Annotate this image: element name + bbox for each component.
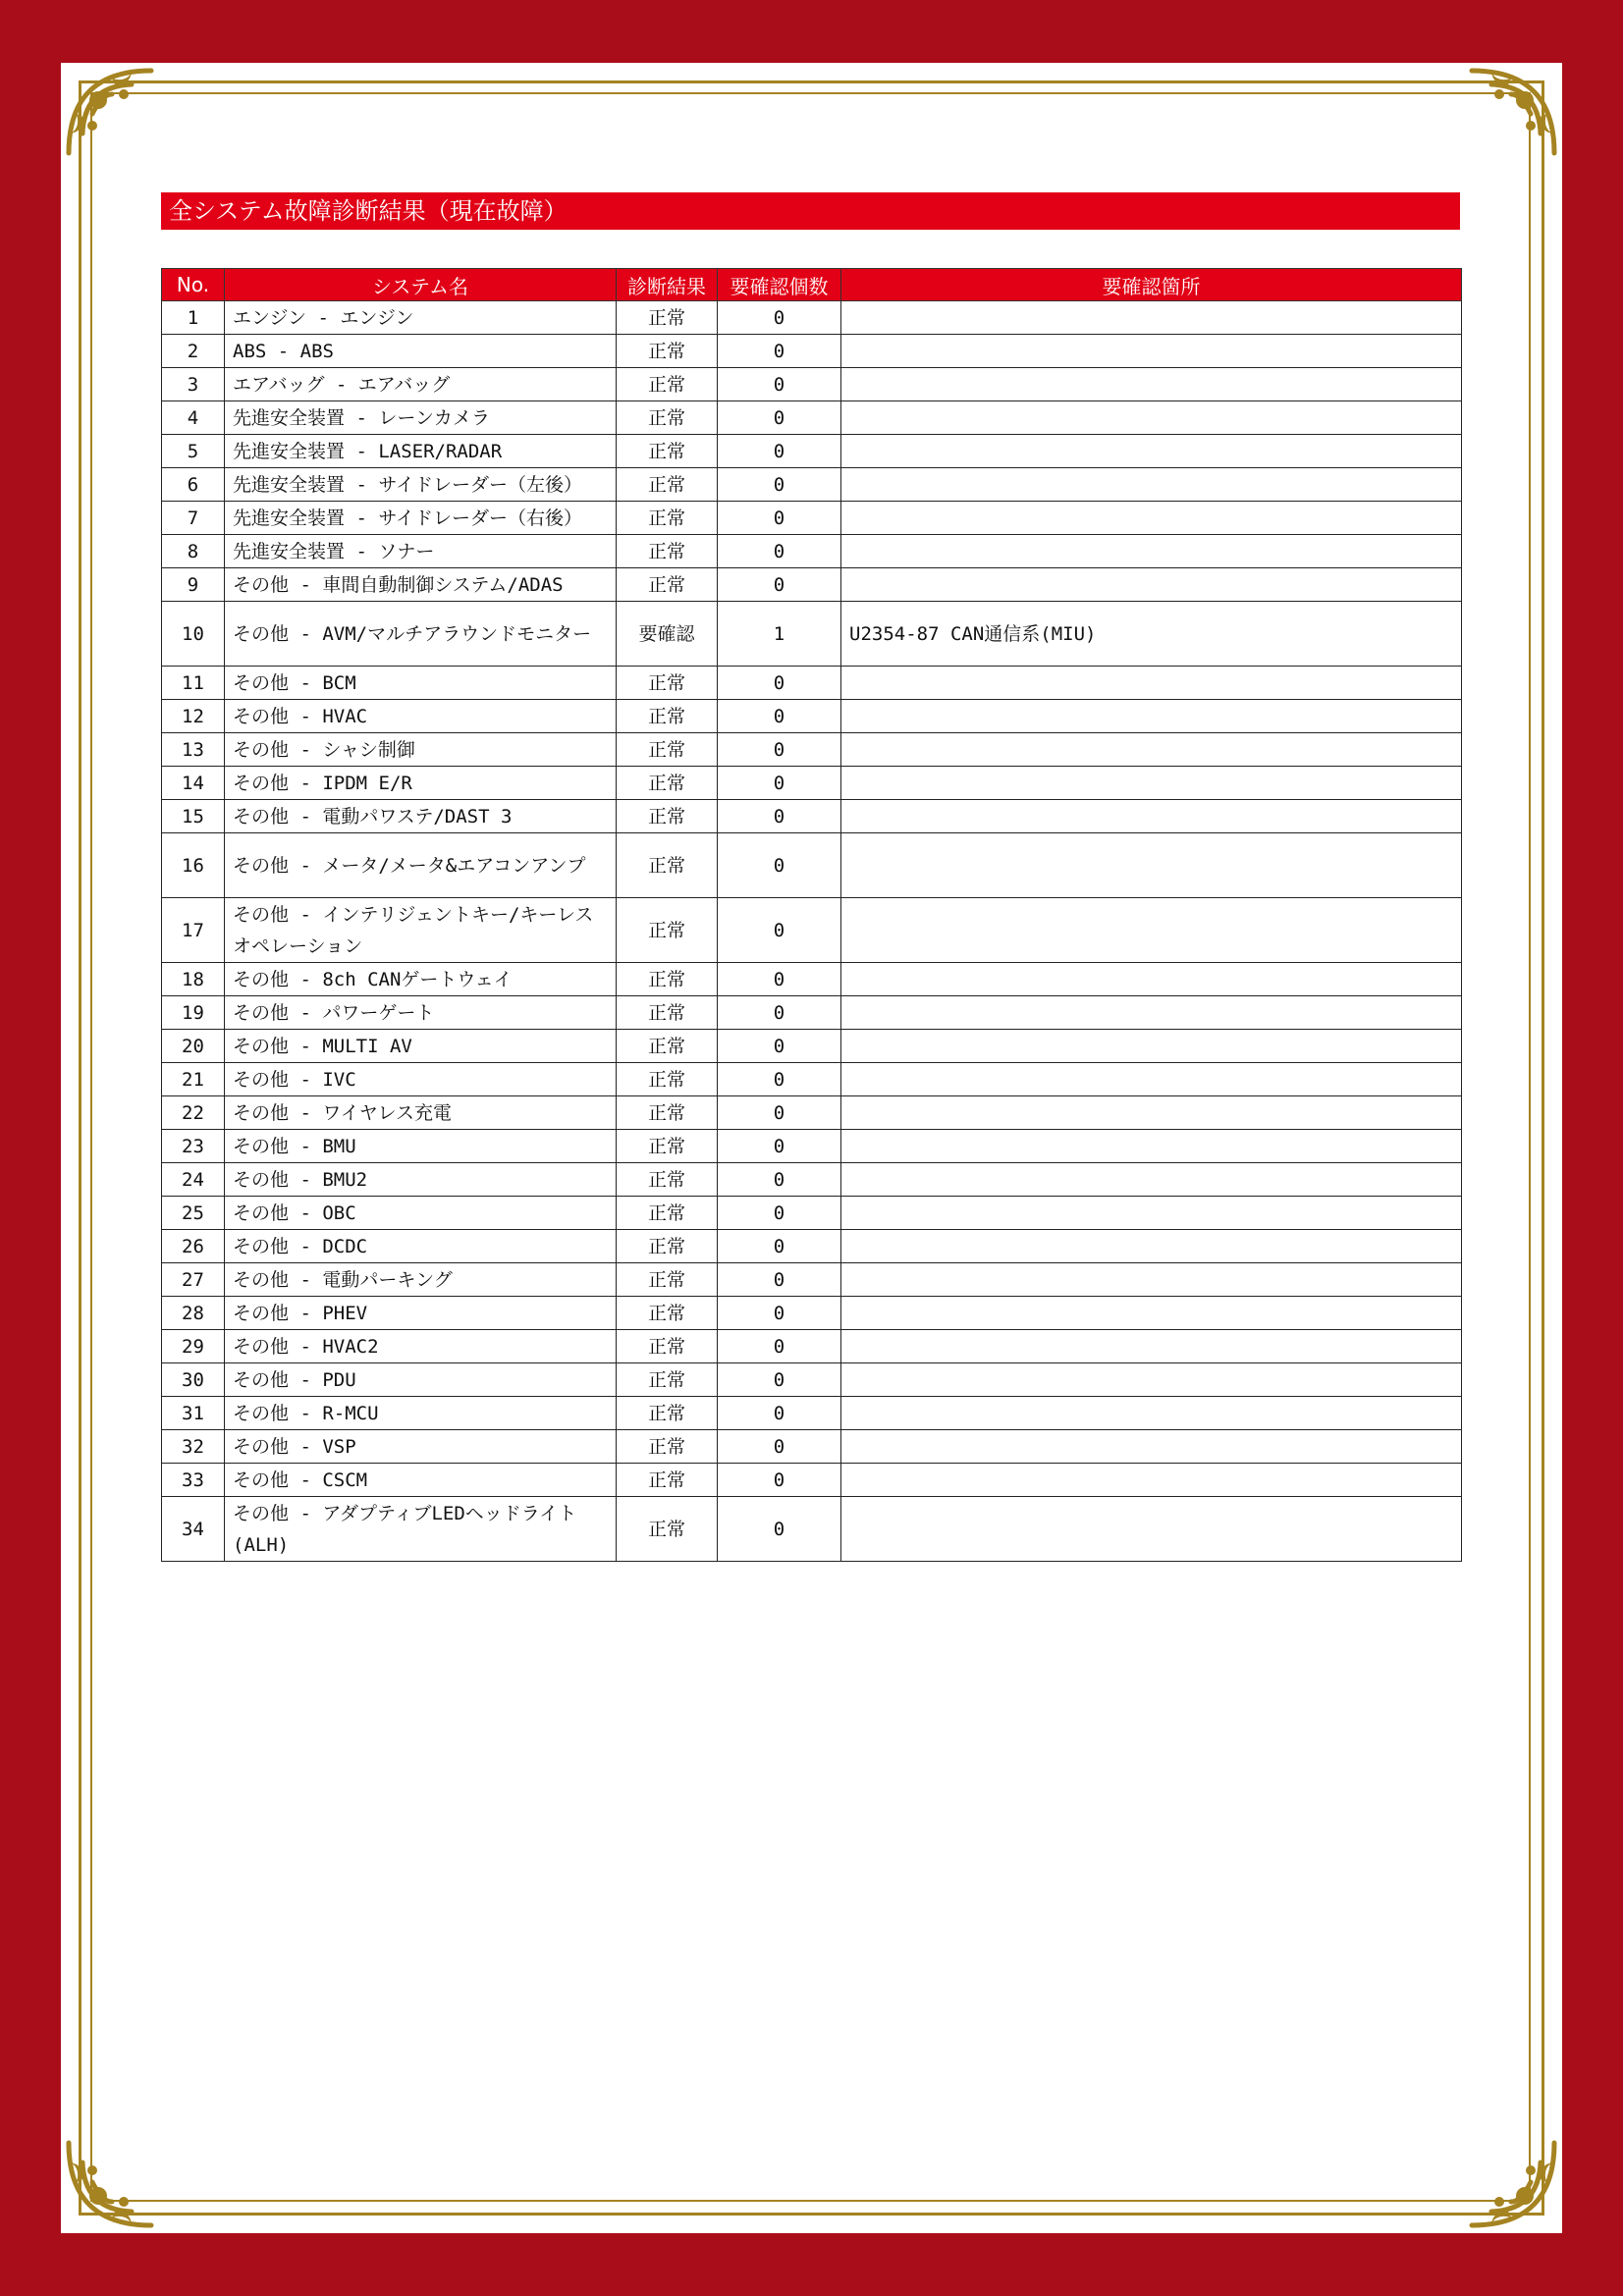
cell-result: 正常	[617, 568, 718, 602]
cell-check-location	[841, 1430, 1462, 1464]
cell-no: 11	[162, 667, 225, 700]
cell-no: 32	[162, 1430, 225, 1464]
table-row	[162, 1397, 1462, 1430]
cell-check-location	[841, 435, 1462, 468]
cell-check-count: 0	[718, 1197, 841, 1230]
cell-system-name: その他 - DCDC	[225, 1230, 617, 1263]
cell-result: 正常	[617, 435, 718, 468]
cell-result: 正常	[617, 468, 718, 502]
cell-check-location	[841, 767, 1462, 800]
cell-result: 正常	[617, 1096, 718, 1130]
cell-check-location	[841, 833, 1462, 898]
cell-result: 正常	[617, 1230, 718, 1263]
cell-check-location	[841, 335, 1462, 368]
cell-system-name: その他 - IPDM E/R	[225, 767, 617, 800]
cell-check-count: 0	[718, 468, 841, 502]
cell-no: 14	[162, 767, 225, 800]
cell-system-name: ABS - ABS	[225, 335, 617, 368]
cell-system-name: その他 - BCM	[225, 667, 617, 700]
cell-check-count: 0	[718, 1464, 841, 1497]
cell-system-name: その他 - HVAC	[225, 700, 617, 733]
table-row	[162, 435, 1462, 468]
table-row	[162, 733, 1462, 767]
table-row	[162, 1130, 1462, 1163]
table-row	[162, 1197, 1462, 1230]
table-row	[162, 1096, 1462, 1130]
cell-result: 正常	[617, 898, 718, 963]
cell-check-count: 0	[718, 1497, 841, 1562]
table-row	[162, 963, 1462, 996]
cell-result: 正常	[617, 301, 718, 335]
cell-check-location	[841, 1464, 1462, 1497]
cell-no: 13	[162, 733, 225, 767]
cell-no: 5	[162, 435, 225, 468]
ornament-corner-icon	[1466, 2137, 1560, 2231]
cell-check-count: 0	[718, 1163, 841, 1197]
cell-check-location	[841, 1397, 1462, 1430]
cell-check-count: 0	[718, 667, 841, 700]
cell-no: 22	[162, 1096, 225, 1130]
cell-check-count: 0	[718, 1330, 841, 1363]
cell-check-location	[841, 1030, 1462, 1063]
cell-check-count: 0	[718, 833, 841, 898]
cell-result: 正常	[617, 1397, 718, 1430]
cell-check-count: 0	[718, 1230, 841, 1263]
cell-check-location	[841, 301, 1462, 335]
cell-check-count: 0	[718, 1363, 841, 1397]
table-row	[162, 1363, 1462, 1397]
table-row	[162, 800, 1462, 833]
cell-no: 7	[162, 502, 225, 535]
cell-no: 4	[162, 401, 225, 435]
table-row	[162, 1230, 1462, 1263]
cell-check-count: 0	[718, 1430, 841, 1464]
table-row	[162, 535, 1462, 568]
cell-result: 正常	[617, 1030, 718, 1063]
cell-no: 12	[162, 700, 225, 733]
cell-no: 27	[162, 1263, 225, 1297]
cell-no: 29	[162, 1330, 225, 1363]
table-row	[162, 996, 1462, 1030]
cell-system-name: その他 - HVAC2	[225, 1330, 617, 1363]
table-row	[162, 667, 1462, 700]
cell-check-count: 0	[718, 800, 841, 833]
cell-check-count: 0	[718, 301, 841, 335]
cell-result: 正常	[617, 368, 718, 401]
table-row	[162, 700, 1462, 733]
ornament-corner-icon	[63, 65, 157, 159]
table-row	[162, 1030, 1462, 1063]
table-row	[162, 1263, 1462, 1297]
cell-check-location	[841, 898, 1462, 963]
cell-result: 正常	[617, 1297, 718, 1330]
cell-system-name: 先進安全装置 - サイドレーダー（左後）	[225, 468, 617, 502]
header-no: No.	[162, 269, 225, 301]
cell-system-name: その他 - PHEV	[225, 1297, 617, 1330]
cell-system-name: その他 - 8ch CANゲートウェイ	[225, 963, 617, 996]
cell-check-location	[841, 1096, 1462, 1130]
cell-result: 正常	[617, 733, 718, 767]
cell-check-count: 0	[718, 335, 841, 368]
cell-check-location	[841, 1497, 1462, 1562]
cell-no: 17	[162, 898, 225, 963]
cell-no: 2	[162, 335, 225, 368]
cell-check-location	[841, 1163, 1462, 1197]
cell-check-location	[841, 468, 1462, 502]
cell-result: 正常	[617, 1430, 718, 1464]
cell-no: 31	[162, 1397, 225, 1430]
table-row	[162, 301, 1462, 335]
cell-system-name: 先進安全装置 - LASER/RADAR	[225, 435, 617, 468]
cell-check-location	[841, 1297, 1462, 1330]
cell-check-count: 0	[718, 700, 841, 733]
table-row	[162, 898, 1462, 963]
cell-no: 18	[162, 963, 225, 996]
header-check-count: 要確認個数	[718, 269, 841, 301]
cell-result: 正常	[617, 1497, 718, 1562]
cell-no: 10	[162, 602, 225, 667]
cell-system-name: その他 - 車間自動制御システム/ADAS	[225, 568, 617, 602]
ornament-corner-icon	[1466, 65, 1560, 159]
cell-system-name: その他 - AVM/マルチアラウンドモニター	[225, 602, 617, 667]
cell-system-name: エアバッグ - エアバッグ	[225, 368, 617, 401]
table-row	[162, 1430, 1462, 1464]
cell-check-count: 0	[718, 502, 841, 535]
cell-no: 25	[162, 1197, 225, 1230]
cell-check-location	[841, 963, 1462, 996]
cell-no: 19	[162, 996, 225, 1030]
cell-system-name: その他 - 電動パーキング	[225, 1263, 617, 1297]
cell-check-count: 0	[718, 1263, 841, 1297]
cell-check-count: 0	[718, 1063, 841, 1096]
cell-no: 23	[162, 1130, 225, 1163]
cell-result: 正常	[617, 667, 718, 700]
cell-check-location	[841, 700, 1462, 733]
table-header-row	[162, 269, 1462, 301]
table-row	[162, 833, 1462, 898]
cell-check-count: 0	[718, 1030, 841, 1063]
table-row	[162, 1063, 1462, 1096]
cell-system-name: その他 - ワイヤレス充電	[225, 1096, 617, 1130]
cell-result: 正常	[617, 335, 718, 368]
cell-no: 8	[162, 535, 225, 568]
cell-no: 15	[162, 800, 225, 833]
cell-result: 正常	[617, 996, 718, 1030]
cell-no: 24	[162, 1163, 225, 1197]
cell-system-name: その他 - アダプティブLEDヘッドライト(ALH)	[225, 1497, 617, 1562]
cell-check-location	[841, 368, 1462, 401]
cell-system-name: その他 - VSP	[225, 1430, 617, 1464]
cell-system-name: その他 - インテリジェントキー/キーレスオペレーション	[225, 898, 617, 963]
cell-check-count: 0	[718, 1130, 841, 1163]
cell-check-count: 0	[718, 535, 841, 568]
cell-result: 正常	[617, 1363, 718, 1397]
cell-system-name: その他 - メータ/メータ&エアコンアンプ	[225, 833, 617, 898]
table-row	[162, 568, 1462, 602]
table-row	[162, 335, 1462, 368]
cell-system-name: その他 - MULTI AV	[225, 1030, 617, 1063]
cell-check-count: 0	[718, 568, 841, 602]
cell-result: 正常	[617, 1130, 718, 1163]
cell-no: 21	[162, 1063, 225, 1096]
table-row	[162, 602, 1462, 667]
cell-check-location	[841, 733, 1462, 767]
cell-check-location	[841, 401, 1462, 435]
cell-system-name: 先進安全装置 - ソナー	[225, 535, 617, 568]
cell-result: 正常	[617, 1330, 718, 1363]
cell-check-count: 1	[718, 602, 841, 667]
cell-check-count: 0	[718, 1096, 841, 1130]
table-row	[162, 1464, 1462, 1497]
cell-check-location	[841, 1230, 1462, 1263]
cell-no: 20	[162, 1030, 225, 1063]
cell-no: 6	[162, 468, 225, 502]
table-row	[162, 468, 1462, 502]
cell-result: 正常	[617, 1464, 718, 1497]
table-row	[162, 767, 1462, 800]
cell-check-location	[841, 800, 1462, 833]
table-row	[162, 1497, 1462, 1562]
cell-result: 要確認	[617, 602, 718, 667]
cell-check-count: 0	[718, 996, 841, 1030]
cell-result: 正常	[617, 401, 718, 435]
cell-check-location	[841, 1330, 1462, 1363]
cell-system-name: その他 - 電動パワステ/DAST 3	[225, 800, 617, 833]
table-row	[162, 368, 1462, 401]
cell-check-count: 0	[718, 733, 841, 767]
section-title: 全システム故障診断結果（現在故障）	[161, 192, 1460, 230]
cell-system-name: その他 - R-MCU	[225, 1397, 617, 1430]
cell-result: 正常	[617, 1263, 718, 1297]
cell-system-name: 先進安全装置 - レーンカメラ	[225, 401, 617, 435]
cell-check-count: 0	[718, 435, 841, 468]
cell-check-location	[841, 568, 1462, 602]
cell-no: 33	[162, 1464, 225, 1497]
cell-check-location	[841, 1263, 1462, 1297]
cell-system-name: その他 - PDU	[225, 1363, 617, 1397]
cell-system-name: その他 - シャシ制御	[225, 733, 617, 767]
table-row	[162, 401, 1462, 435]
cell-result: 正常	[617, 800, 718, 833]
cell-check-location	[841, 667, 1462, 700]
cell-check-location: U2354-87 CAN通信系(MIU)	[841, 602, 1462, 667]
cell-check-location	[841, 535, 1462, 568]
cell-check-location	[841, 1130, 1462, 1163]
cell-check-location	[841, 1063, 1462, 1096]
cell-check-location	[841, 1197, 1462, 1230]
cell-check-count: 0	[718, 368, 841, 401]
header-result: 診断結果	[617, 269, 718, 301]
cell-no: 34	[162, 1497, 225, 1562]
cell-no: 16	[162, 833, 225, 898]
cell-result: 正常	[617, 700, 718, 733]
cell-no: 28	[162, 1297, 225, 1330]
cell-system-name: その他 - BMU	[225, 1130, 617, 1163]
cell-system-name: その他 - BMU2	[225, 1163, 617, 1197]
cell-check-count: 0	[718, 1397, 841, 1430]
table-row	[162, 1297, 1462, 1330]
cell-result: 正常	[617, 767, 718, 800]
cell-system-name: その他 - IVC	[225, 1063, 617, 1096]
cell-no: 3	[162, 368, 225, 401]
cell-no: 1	[162, 301, 225, 335]
table-row	[162, 1330, 1462, 1363]
cell-result: 正常	[617, 535, 718, 568]
cell-result: 正常	[617, 1063, 718, 1096]
cell-check-count: 0	[718, 898, 841, 963]
cell-system-name: その他 - パワーゲート	[225, 996, 617, 1030]
cell-result: 正常	[617, 1163, 718, 1197]
cell-no: 9	[162, 568, 225, 602]
cell-system-name: エンジン - エンジン	[225, 301, 617, 335]
cell-check-location	[841, 502, 1462, 535]
diagnosis-table	[161, 268, 1462, 1562]
cell-no: 26	[162, 1230, 225, 1263]
cell-check-count: 0	[718, 1297, 841, 1330]
cell-check-location	[841, 1363, 1462, 1397]
cell-check-count: 0	[718, 963, 841, 996]
cell-result: 正常	[617, 1197, 718, 1230]
cell-system-name: 先進安全装置 - サイドレーダー（右後）	[225, 502, 617, 535]
cell-result: 正常	[617, 502, 718, 535]
cell-check-location	[841, 996, 1462, 1030]
cell-result: 正常	[617, 833, 718, 898]
header-system-name: システム名	[225, 269, 617, 301]
cell-result: 正常	[617, 963, 718, 996]
cell-system-name: その他 - OBC	[225, 1197, 617, 1230]
cell-check-count: 0	[718, 767, 841, 800]
cell-no: 30	[162, 1363, 225, 1397]
table-row	[162, 1163, 1462, 1197]
cell-check-count: 0	[718, 401, 841, 435]
header-check-location: 要確認箇所	[841, 269, 1462, 301]
table-row	[162, 502, 1462, 535]
cell-system-name: その他 - CSCM	[225, 1464, 617, 1497]
ornament-corner-icon	[63, 2137, 157, 2231]
